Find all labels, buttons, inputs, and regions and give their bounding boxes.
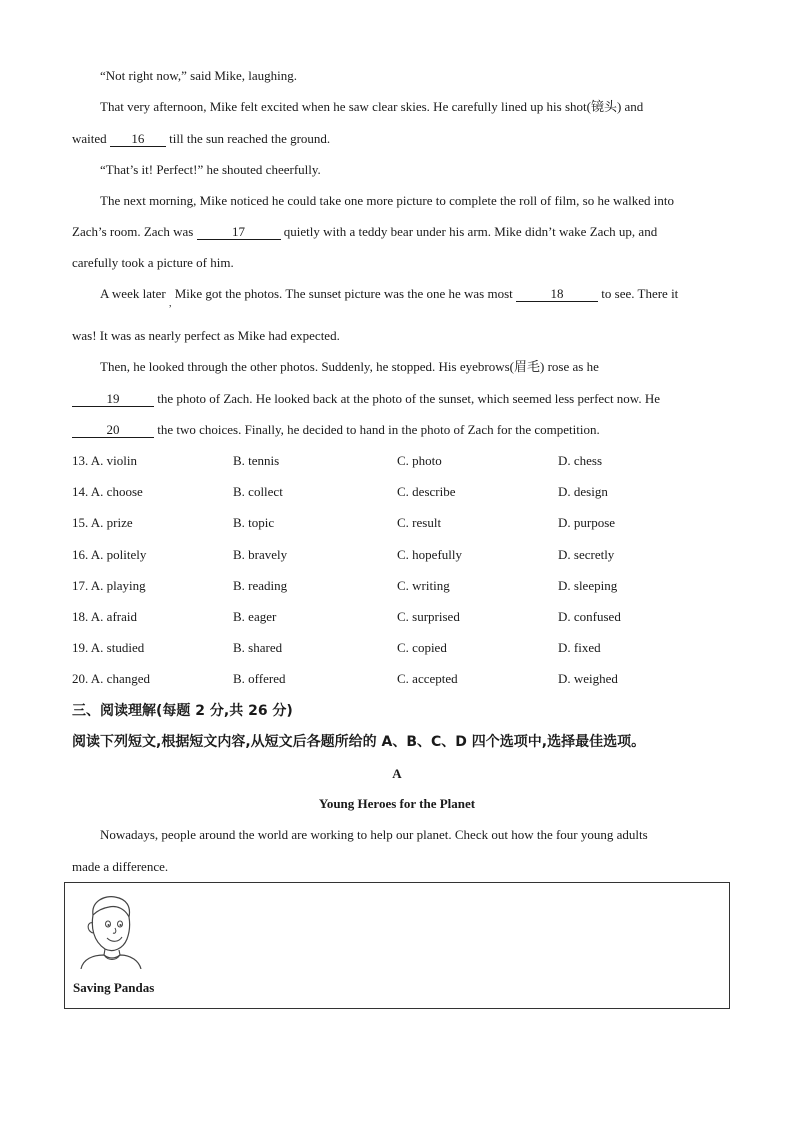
blank-19: 19 [72,392,154,407]
question-row [72,640,732,656]
story-text: quietly with a teddy bear under his arm. Mike didn’t wake Zach up, and [283,224,658,239]
question-row [72,609,732,625]
passage-intro-line-2: made a difference. [72,859,169,874]
blank-20: 20 [72,423,154,438]
option-c: C. surprised [397,609,460,624]
option-b: B. collect [233,484,283,499]
story-paragraph-4-line-2 [72,224,722,240]
passage-intro-line-1: Nowadays, people around the world are working to help our planet. Check out how the four young adults [100,827,648,842]
option-d: D. confused [558,609,621,624]
stray-comma: , [168,298,172,309]
option-a: 13. A. violin [72,453,138,468]
story-text: A week later [100,286,166,301]
blank-18: 18 [516,287,598,302]
story-text: to see. There it [601,286,679,301]
profile-title: Saving Pandas [73,980,155,995]
option-b: B. eager [233,609,277,624]
option-c: C. writing [397,578,450,593]
story-paragraph-6-line-1: Then, he looked through the other photos. Suddenly, he stopped. His eyebrows(眉毛) rose as he [100,359,599,374]
option-d: D. purpose [558,515,616,530]
question-row [72,515,732,531]
story-paragraph-5-line-1 [100,286,722,309]
section-instruction: 阅读下列短文,根据短文内容,从短文后各题所给的 A、B、C、D 四个选项中,选择最佳选项。 [72,734,646,750]
story-paragraph-4-line-1: The next morning, Mike noticed he could take one more picture to complete the roll of film, so he walked into [100,193,675,208]
option-a: 19. A. studied [72,640,145,655]
option-c: C. copied [397,640,447,655]
passage-letter: A [392,766,402,781]
option-a: 14. A. choose [72,484,143,499]
story-text: till the sun reached the ground. [169,131,331,146]
story-text: Mike got the photos. The sunset picture was the one he was most [174,286,513,301]
option-c: C. accepted [397,671,458,686]
option-c: C. describe [397,484,456,499]
story-paragraph-2-line-2 [72,131,722,147]
option-d: D. fixed [558,640,601,655]
story-text: Zach’s room. Zach was [72,224,194,239]
passage-title: Young Heroes for the Planet [318,796,476,811]
blank-17: 17 [197,225,281,240]
option-a: 15. A. prize [72,515,133,530]
story-paragraph-2-line-1: That very afternoon, Mike felt excited when he saw clear skies. He carefully lined up his shot(镜头) and [100,99,644,114]
option-c: C. result [397,515,442,530]
option-a: 17. A. playing [72,578,146,593]
option-b: B. tennis [233,453,280,468]
section-heading: 三、阅读理解(每题 2 分,共 26 分) [72,703,293,719]
story-text: waited [72,131,107,146]
option-b: B. reading [233,578,288,593]
option-c: C. hopefully [397,547,462,562]
story-paragraph-4-line-3: carefully took a picture of him. [72,255,234,270]
boy-portrait-icon [75,891,145,969]
question-row [72,578,732,594]
option-b: B. topic [233,515,275,530]
option-a: 16. A. politely [72,547,147,562]
story-text: the two choices. Finally, he decided to hand in the photo of Zach for the competition. [157,422,600,437]
story-paragraph-6-line-2 [72,391,722,407]
question-row [72,484,732,500]
option-d: D. chess [558,453,603,468]
story-paragraph-5-line-2: was! It was as nearly perfect as Mike had expected. [72,328,340,343]
story-paragraph-6-line-3 [72,422,722,438]
story-paragraph-1: “Not right now,” said Mike, laughing. [100,68,298,83]
option-b: B. offered [233,671,286,686]
option-b: B. shared [233,640,283,655]
option-d: D. sleeping [558,578,618,593]
profile-box [64,882,730,1009]
story-text: the photo of Zach. He looked back at the photo of the sunset, which seemed less perfect now. He [157,391,661,406]
question-row [72,671,732,687]
option-d: D. weighed [558,671,618,686]
option-d: D. secretly [558,547,615,562]
option-a: 18. A. afraid [72,609,137,624]
option-d: D. design [558,484,608,499]
blank-16: 16 [110,132,166,147]
story-paragraph-3: “That’s it! Perfect!” he shouted cheerfully. [100,162,321,177]
option-a: 20. A. changed [72,671,150,686]
option-b: B. bravely [233,547,288,562]
option-c: C. photo [397,453,442,468]
question-row [72,547,732,563]
question-row [72,453,732,469]
